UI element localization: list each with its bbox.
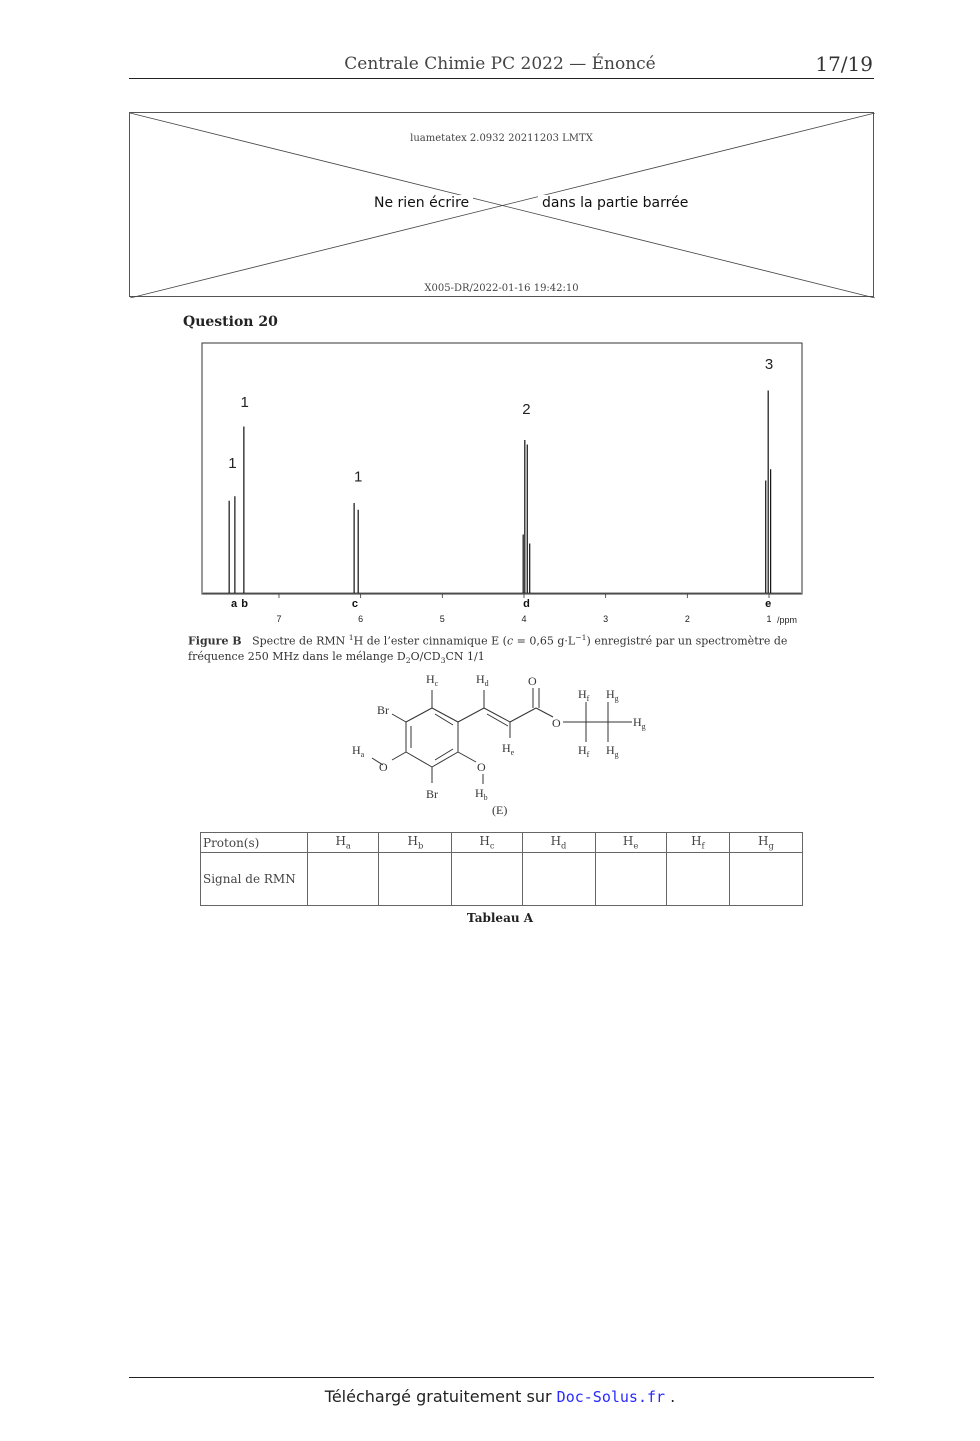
integration-label: 1 [228,454,237,472]
table-signal-row [201,853,803,906]
label-ha: $H_a$ [352,743,365,759]
table-header-hg: $H_g$ [729,833,802,853]
signal-letter-d: d [523,598,530,610]
label-o-carbonyl: O [528,674,537,688]
answer-cell-ha[interactable] [308,853,379,906]
answer-cell-he[interactable] [595,853,666,906]
table-row-label: Signal de RMN [201,853,308,906]
barred-meta-top: luametatex 2.0932 20211203 LMTX [410,133,593,144]
table-header-he: $H_e$ [595,833,666,853]
header-title: Centrale Chimie PC 2022 — Énoncé [344,54,656,74]
figure-label: Figure B [188,634,242,648]
label-hd: $H_d$ [476,672,489,688]
integration-label: 2 [522,400,531,418]
nmr-spectrum [182,340,812,628]
footer-link[interactable]: Doc-Solus.fr [556,1388,666,1406]
label-hf-top: $H_f$ [578,687,590,703]
label-he: $H_e$ [502,741,515,757]
signal-letter-e: e [765,598,772,610]
label-hc: $H_c$ [426,672,439,688]
molecule-diagram [340,668,670,823]
x-tick-label: 5 [439,614,445,624]
x-tick-label: 6 [358,614,364,624]
x-tick-label: 2 [684,614,690,624]
footer-text: Téléchargé gratuitement sur [324,1387,557,1406]
table-header-hb: $H_b$ [379,833,452,853]
table-col-header: Proton(s) [201,833,308,853]
answer-cell-hd[interactable] [522,853,595,906]
label-o-ester: O [552,716,561,730]
molecule-name: (E) [492,803,508,817]
x-tick-label: 3 [603,614,609,624]
label-o-hb: O [477,760,486,774]
barred-zone [129,112,874,297]
answer-cell-hb[interactable] [379,853,452,906]
integration-label: 3 [764,355,774,373]
table-header-ha: $H_a$ [308,833,379,853]
integration-label: 1 [240,394,249,411]
table-header-row [201,833,803,853]
x-tick-label: 4 [521,614,527,624]
label-hf-bottom: $H_f$ [578,743,590,759]
table-header-hf: $H_f$ [666,833,729,853]
header-rule [129,78,874,79]
barred-meta-bottom: X005-DR/2022-01-16 19:42:10 [424,283,579,294]
x-tick-label: 1 [766,614,772,624]
answer-cell-hf[interactable] [666,853,729,906]
label-br-top: Br [377,703,389,717]
x-axis-label: /ppm [777,615,798,625]
page-number: 17/19 [815,52,873,76]
footer-after: . [665,1387,676,1406]
label-o-ha: O [379,760,388,774]
signal-letter-c: c [351,598,358,610]
table-header-hc: $H_c$ [452,833,522,853]
answer-cell-hg[interactable] [729,853,802,906]
signal-letter-a: a [230,598,238,610]
label-hg-top: $H_g$ [606,687,619,703]
table-caption: Tableau A [466,911,534,925]
label-hg-bottom: $H_g$ [606,743,619,759]
label-hb: $H_b$ [475,786,488,802]
question-title: Question 20 [183,314,278,330]
table-header-hd: $H_d$ [522,833,595,853]
molecule-bonds [372,688,632,784]
proton-table [200,832,803,906]
barred-text-right: dans la partie barrée [538,195,692,211]
footer-rule [129,1377,874,1378]
spectrum-frame [202,343,802,594]
figure-caption: Figure B Spectre de RMN $^1$H de l’ester cinnamique E (c = 0,65 $g\cdot L^{-1}$) enregistré par un spectromètre de fréquence 250 MHz dans le mélange $D_2O/CD_3CN$ 1/1 [188,633,788,665]
barred-text-left: Ne rien écrire [370,195,473,211]
x-tick-label: 7 [276,614,282,624]
label-hg-right: $H_g$ [633,715,646,731]
footer [0,1387,980,1406]
label-br-bottom: Br [426,787,438,801]
integration-label: 1 [354,468,363,486]
answer-cell-hc[interactable] [452,853,522,906]
signal-letter-b: b [241,598,249,610]
